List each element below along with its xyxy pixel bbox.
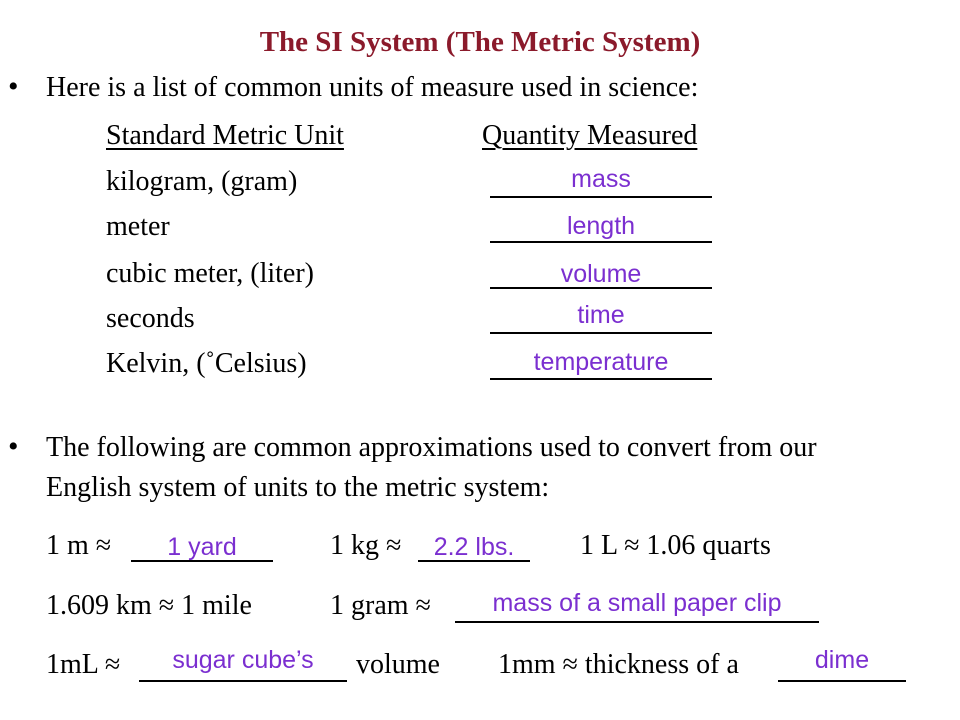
unit-kilogram: kilogram, (gram) — [106, 166, 298, 197]
answer-sugar-cube: sugar cube’s — [172, 646, 314, 674]
answer-temperature: temperature — [533, 348, 669, 376]
conversion-ml-suffix: volume — [356, 649, 440, 680]
column-header-quantity: Quantity Measured — [482, 120, 698, 151]
answer-volume: volume — [560, 260, 642, 288]
answer-blank — [455, 621, 819, 623]
unit-meter: meter — [106, 211, 170, 242]
answer-mass: mass — [571, 165, 631, 193]
answer-blank — [490, 332, 712, 334]
conversion-kg-label: 1 kg ≈ — [330, 530, 402, 561]
answer-blank — [490, 196, 712, 198]
answer-paper-clip: mass of a small paper clip — [492, 589, 782, 617]
unit-seconds: seconds — [106, 303, 195, 334]
answer-yard: 1 yard — [167, 533, 237, 561]
answer-blank — [778, 680, 906, 682]
answer-blank — [139, 680, 347, 682]
answer-blank — [490, 378, 712, 380]
conversion-ml-label: 1mL ≈ — [46, 649, 121, 680]
conversion-km: 1.609 km ≈ 1 mile — [46, 590, 252, 621]
answer-pounds: 2.2 lbs. — [433, 533, 515, 561]
conversion-mm-label: 1mm ≈ thickness of a — [498, 649, 739, 680]
answer-blank — [490, 241, 712, 243]
answer-length: length — [566, 212, 636, 240]
intro-text: Here is a list of common units of measure used in science: — [46, 72, 699, 103]
conversion-meter-label: 1 m ≈ — [46, 530, 112, 561]
answer-dime: dime — [814, 646, 870, 674]
column-header-unit: Standard Metric Unit — [106, 120, 344, 151]
bullet-icon: • — [8, 70, 19, 103]
conversion-liter: 1 L ≈ 1.06 quarts — [580, 530, 771, 561]
unit-kelvin: Kelvin, (˚Celsius) — [106, 348, 307, 379]
answer-time: time — [577, 301, 625, 329]
approx-intro-line1: The following are common approximations used to convert from our — [46, 432, 817, 463]
conversion-gram-label: 1 gram ≈ — [330, 590, 431, 621]
page-title: The SI System (The Metric System) — [259, 26, 701, 58]
approx-intro-line2: English system of units to the metric system: — [46, 472, 550, 503]
bullet-icon: • — [8, 430, 19, 463]
unit-cubic-meter: cubic meter, (liter) — [106, 258, 314, 289]
